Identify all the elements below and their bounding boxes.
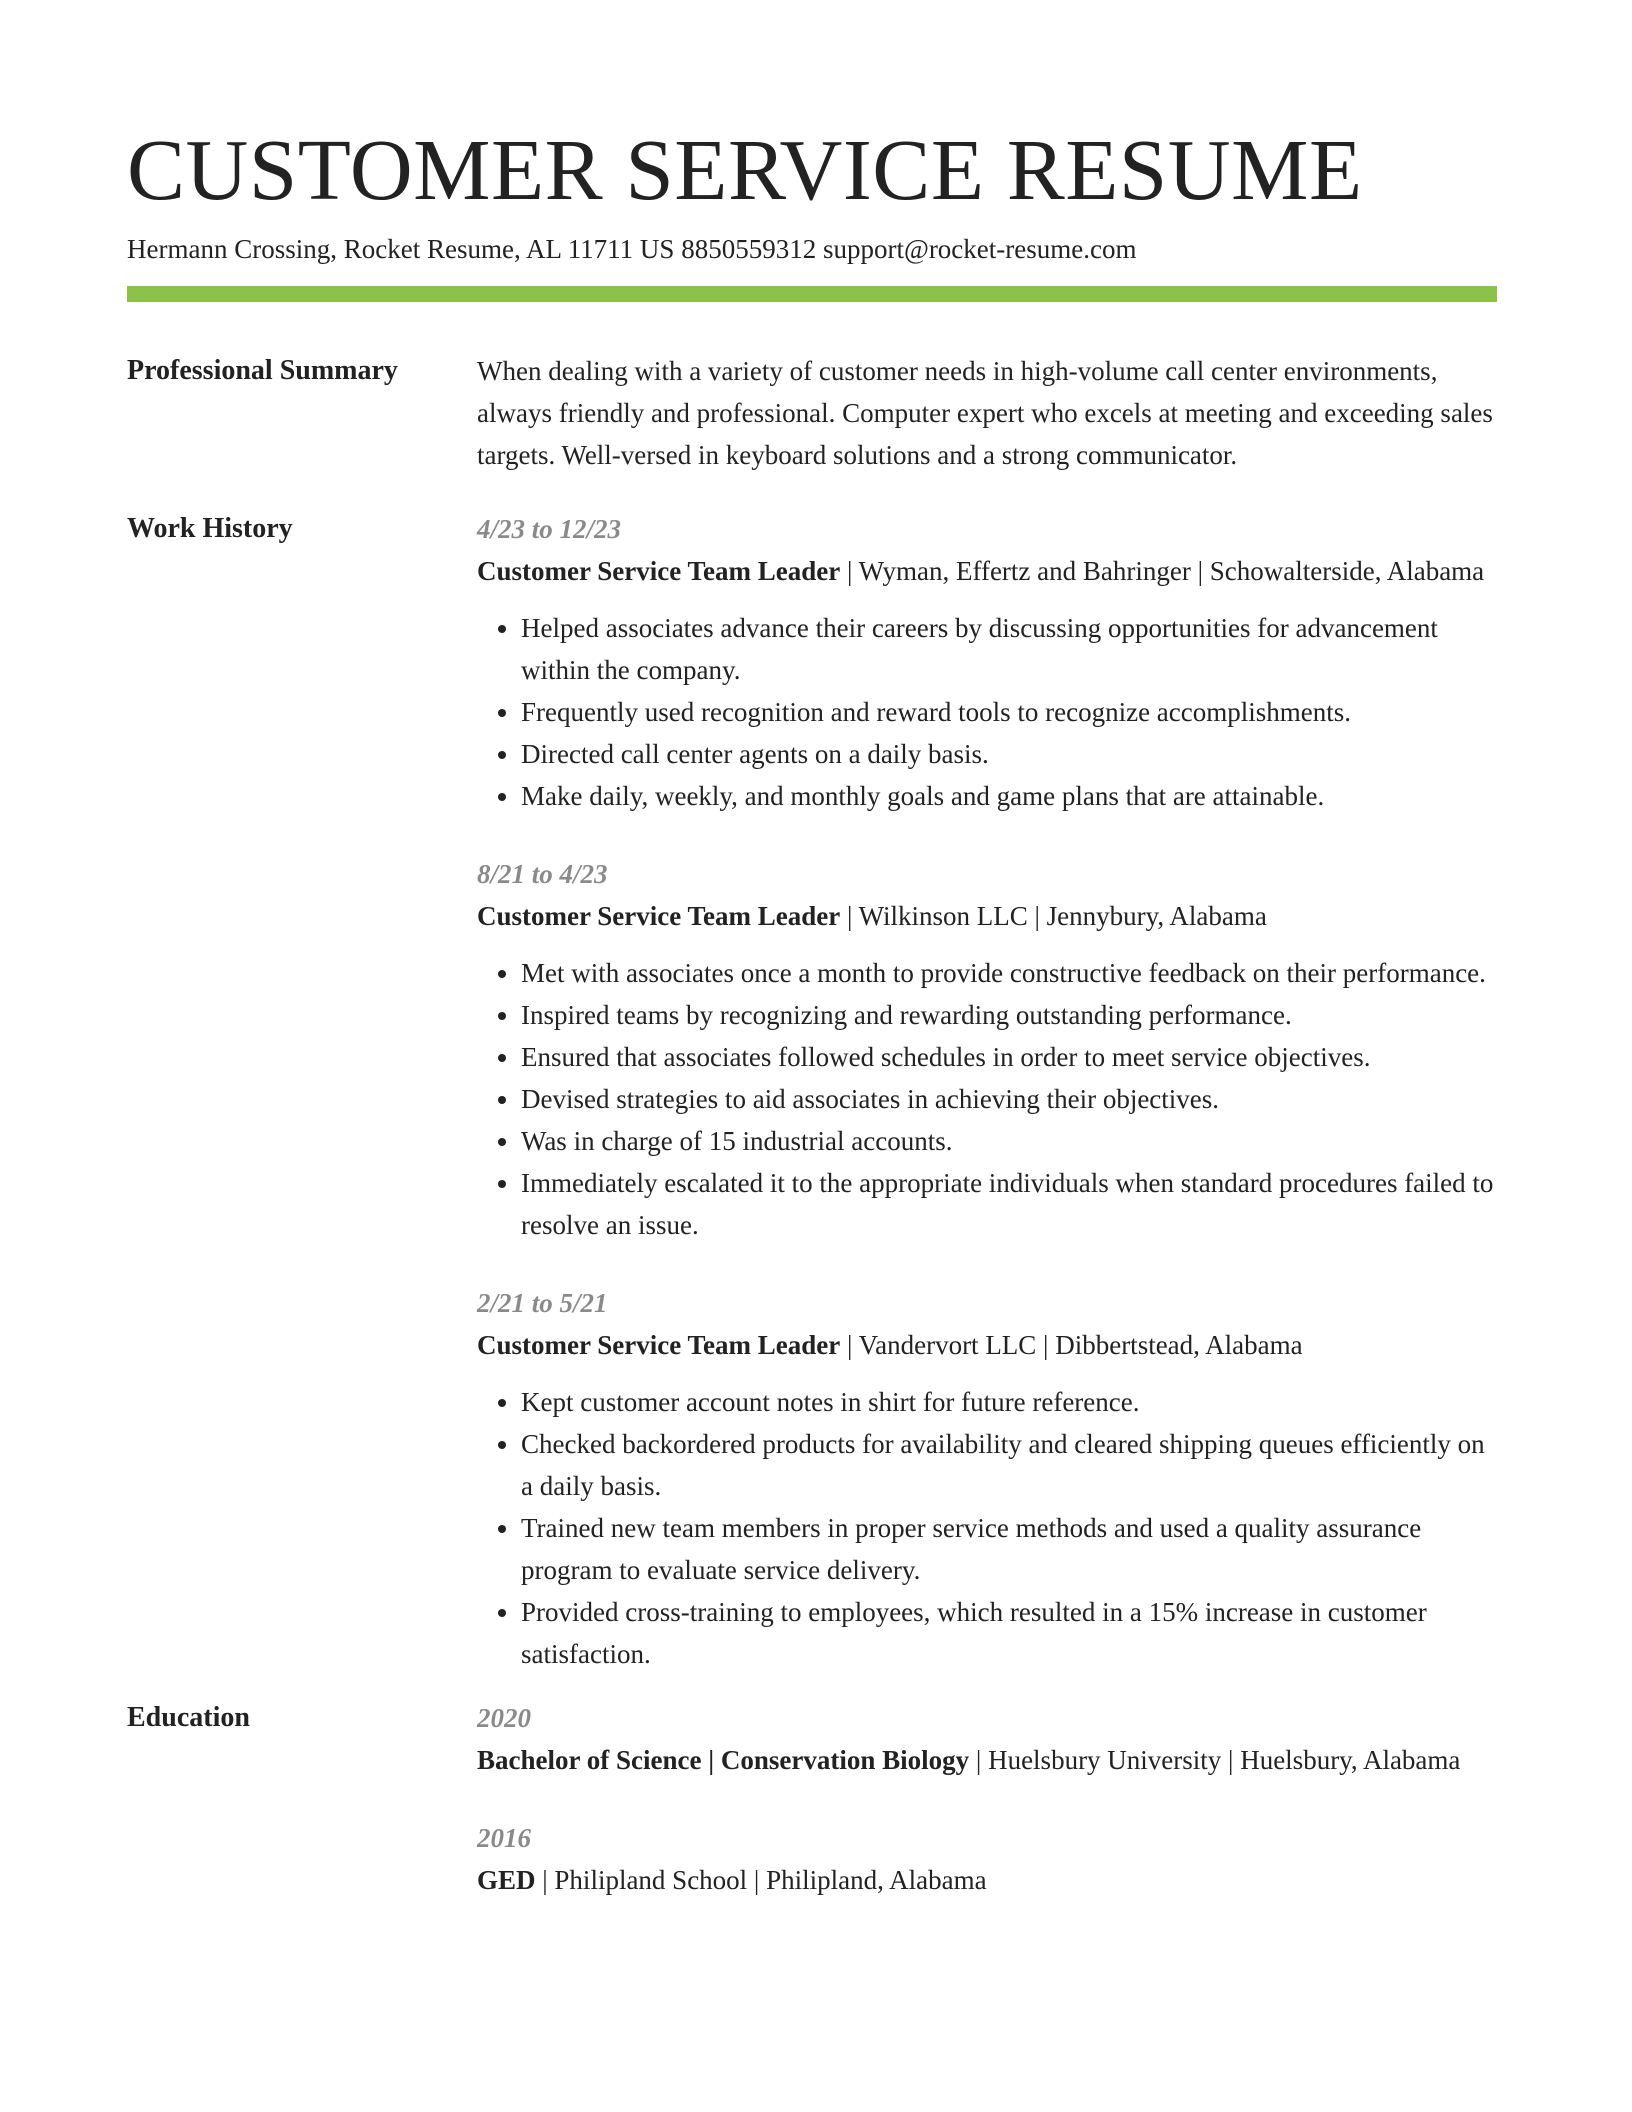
- job-dates: 8/21 to 4/23: [477, 859, 608, 889]
- education-details: | Huelsbury University | Huelsbury, Alabama: [969, 1745, 1461, 1775]
- job-bullet: • Make daily, weekly, and monthly goals and game plans that are attainable.: [521, 775, 1497, 817]
- education-heading: Education: [127, 1702, 250, 1733]
- job-title: Customer Service Team Leader: [477, 901, 841, 931]
- education-section: [127, 1697, 1497, 1901]
- job-bullet: • Met with associates once a month to provide constructive feedback on their performance.: [521, 952, 1497, 994]
- contact-address: Hermann Crossing, Rocket Resume, AL 11711 US: [127, 234, 675, 264]
- job-entry: [477, 508, 1497, 817]
- job-bullet: • Directed call center agents on a daily basis.: [521, 733, 1497, 775]
- contact-line: [127, 231, 1497, 267]
- accent-divider: [127, 286, 1497, 302]
- education-year: 2020: [477, 1703, 531, 1733]
- job-bullet: • Inspired teams by recognizing and rewarding outstanding performance.: [521, 994, 1497, 1036]
- job-title-line: [477, 895, 1497, 937]
- job-bullet: • Trained new team members in proper service methods and used a quality assurance program to evaluate service delivery.: [521, 1507, 1497, 1591]
- summary-heading: Professional Summary: [127, 355, 398, 386]
- work-history-section: [127, 508, 1497, 1675]
- resume-page: [127, 120, 1497, 1901]
- education-entry: [477, 1697, 1497, 1781]
- job-bullet: • Provided cross-training to employees, which resulted in a 15% increase in customer satisfaction.: [521, 1591, 1497, 1675]
- job-entry: [477, 853, 1497, 1246]
- job-bullets: [477, 952, 1497, 1246]
- contact-email: support@rocket-resume.com: [822, 234, 1137, 264]
- job-title: Customer Service Team Leader: [477, 1330, 841, 1360]
- job-details: | Vandervort LLC | Dibbertstead, Alabama: [840, 1330, 1303, 1360]
- job-title-line: [477, 550, 1497, 592]
- job-details: | Wilkinson LLC | Jennybury, Alabama: [840, 901, 1267, 931]
- contact-phone: 8850559312: [681, 234, 817, 264]
- job-bullet: • Helped associates advance their careers by discussing opportunities for advancement within the company.: [521, 607, 1497, 691]
- job-bullet: • Ensured that associates followed schedules in order to meet service objectives.: [521, 1036, 1497, 1078]
- work-history-body: [477, 508, 1497, 1675]
- education-body: [477, 1697, 1497, 1901]
- job-bullet: • Checked backordered products for availability and cleared shipping queues efficiently on a daily basis.: [521, 1423, 1497, 1507]
- education-title-line: [477, 1739, 1497, 1781]
- job-bullet: • Kept customer account notes in shirt for future reference.: [521, 1381, 1497, 1423]
- summary-text: When dealing with a variety of customer needs in high-volume call center environments, always friendly and professional. Computer expert who excels at meeting and exceeding sales targets. Well-versed in keyboard solutions and a strong communicator.: [477, 356, 1493, 470]
- job-bullet: • Immediately escalated it to the appropriate individuals when standard procedures failed to resolve an issue.: [521, 1162, 1497, 1246]
- education-degree: GED: [477, 1865, 536, 1895]
- job-details: | Wyman, Effertz and Bahringer | Schowalterside, Alabama: [840, 556, 1485, 586]
- job-bullets: [477, 1381, 1497, 1675]
- job-entry: [477, 1282, 1497, 1675]
- job-title: Customer Service Team Leader: [477, 556, 841, 586]
- resume-title: CUSTOMER SERVICE RESUME: [127, 121, 1363, 218]
- job-dates: 4/23 to 12/23: [477, 514, 622, 544]
- job-dates: 2/21 to 5/21: [477, 1288, 608, 1318]
- job-title-line: [477, 1324, 1497, 1366]
- work-history-heading: Work History: [127, 513, 293, 544]
- summary-section: [127, 350, 1497, 476]
- job-bullets: [477, 607, 1497, 817]
- job-bullet: • Frequently used recognition and reward tools to recognize accomplishments.: [521, 691, 1497, 733]
- education-entry: [477, 1817, 1497, 1901]
- education-degree: Bachelor of Science | Conservation Biology: [477, 1745, 970, 1775]
- education-title-line: [477, 1859, 1497, 1901]
- job-bullet: • Was in charge of 15 industrial accounts.: [521, 1120, 1497, 1162]
- education-details: | Philipland School | Philipland, Alabama: [535, 1865, 987, 1895]
- job-bullet: • Devised strategies to aid associates in achieving their objectives.: [521, 1078, 1497, 1120]
- education-year: 2016: [477, 1823, 531, 1853]
